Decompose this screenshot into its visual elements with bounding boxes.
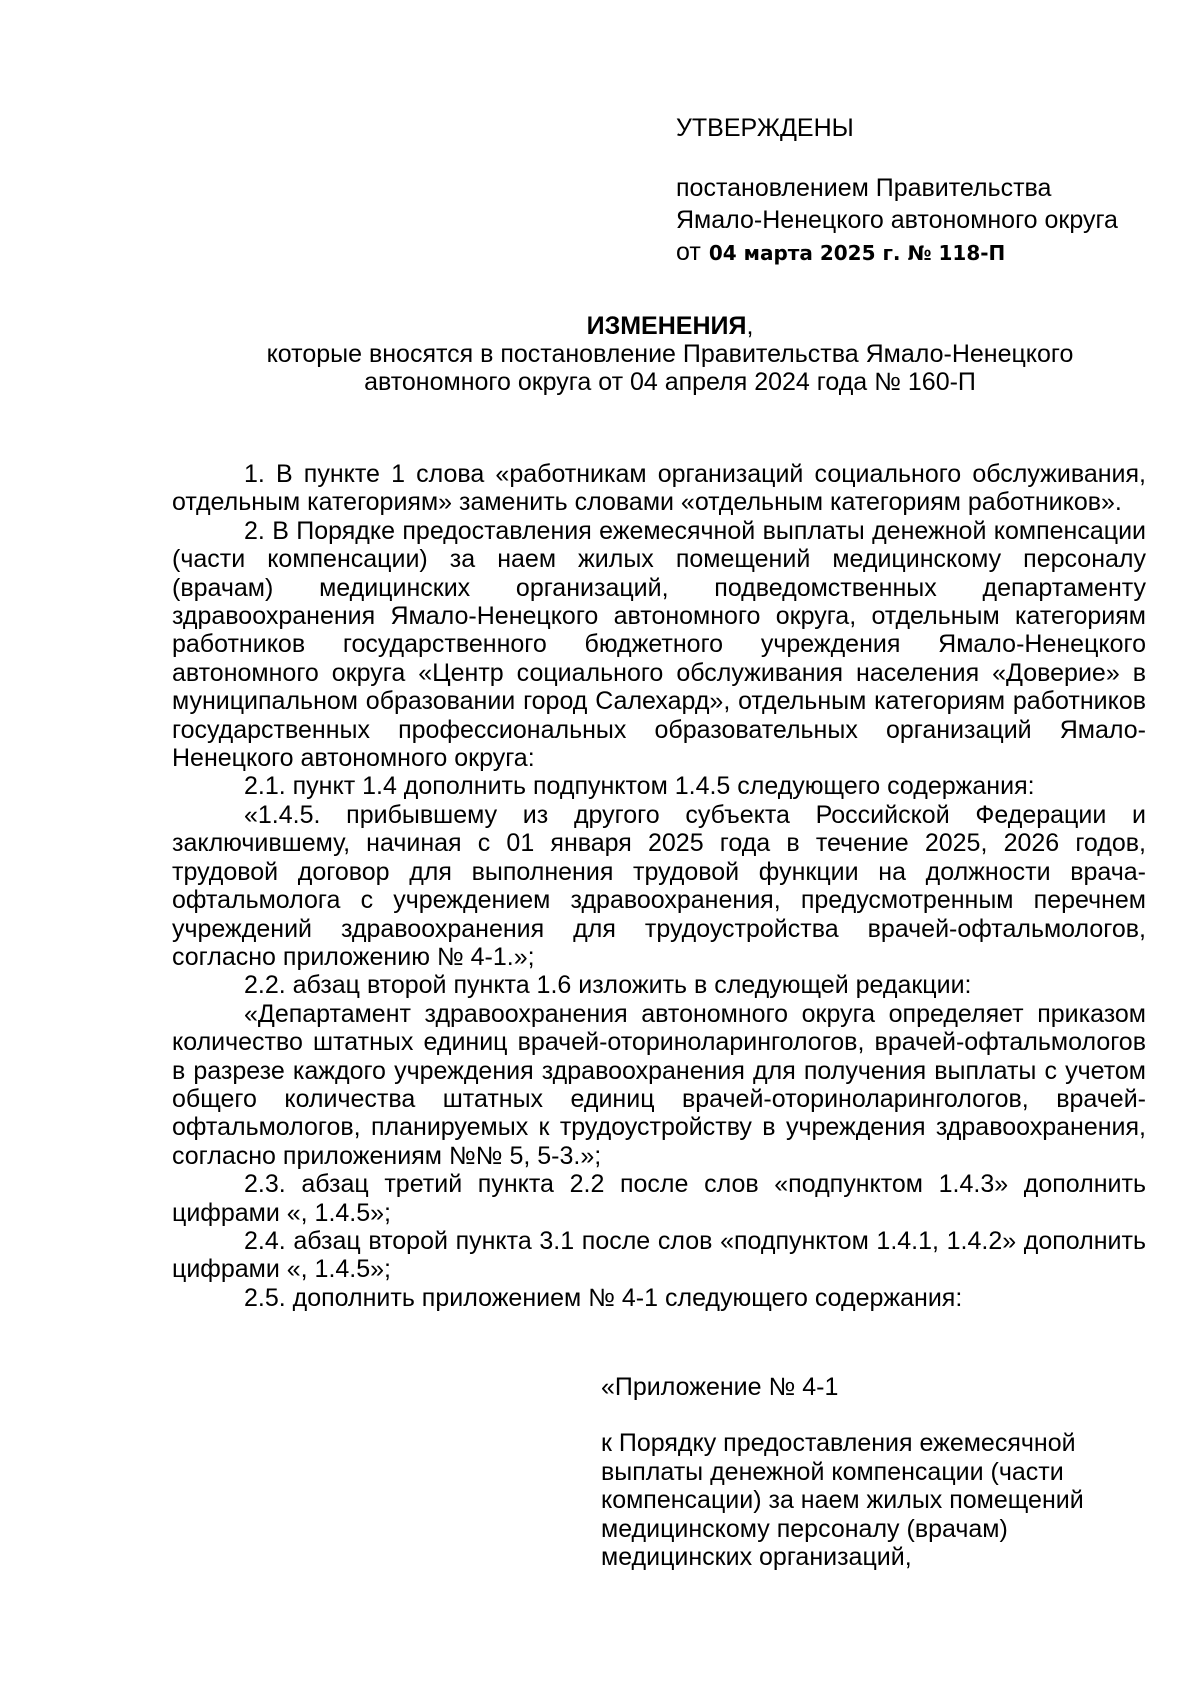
appendix-title: «Приложение № 4-1 <box>601 1373 839 1401</box>
approval-date-line <box>676 236 1176 269</box>
document-title-suffix: , <box>746 312 754 340</box>
paragraph-2-3: 2.3. абзац третий пункта 2.2 после слов «подпунктом 1.4.3» дополнить цифрами «, 1.4.5»; <box>172 1170 1146 1227</box>
approval-heading: УТВЕРЖДЕНЫ <box>676 114 854 142</box>
approval-date-number: 04 марта 2025 г. № 118-П <box>708 241 1006 265</box>
paragraph-department: «Департамент здравоохранения автономного округа определяет приказом количество штатных единиц врачей-оториноларингологов, врачей-офтальмологов в разрезе каждого учреждения здравоохранения для получения выплаты с учетом общего количества штатных единиц врачей-оториноларингологов, врачей-офтальмологов, планируемых к трудоустройству в учреждения здравоохранения, согласно приложениям №№ 5, 5-3.»; <box>172 999 1146 1170</box>
paragraph-2-1: 2.1. пункт 1.4 дополнить подпунктом 1.4.5 следующего содержания: <box>244 772 1035 801</box>
paragraph-1-4-5: «1.4.5. прибывшему из другого субъекта Российской Федерации и заключившему, начиная с 01 января 2025 года в течение 2025, 2026 годов, трудовой договор для выполнения трудовой функции на должности врача-офтальмолога с учреждением здравоохранения, предусмотренным перечнем учреждений здравоохранения для трудоустройства врачей-офтальмологов, согласно приложению № 4-1.»; <box>172 800 1146 971</box>
appendix-block <box>601 1373 1161 1571</box>
document-title: ИЗМЕНЕНИЯ <box>586 312 747 340</box>
document-body <box>172 460 1146 1312</box>
document-subtitle-line-1: которые вносятся в постановление Правительства Ямало-Ненецкого <box>266 340 1074 368</box>
paragraph-2-5: 2.5. дополнить приложением № 4-1 следующего содержания: <box>244 1283 963 1312</box>
document-title-block <box>140 312 1200 396</box>
approval-block <box>676 112 1176 269</box>
paragraph-2-2: 2.2. абзац второй пункта 1.6 изложить в следующей редакции: <box>244 971 972 1000</box>
approval-line-1: постановлением Правительства <box>676 174 1052 202</box>
approval-line-2: Ямало-Ненецкого автономного округа <box>676 206 1118 234</box>
document-title-line <box>140 312 1200 340</box>
document-subtitle-line-2: автономного округа от 04 апреля 2024 года № 160-П <box>364 368 976 396</box>
paragraph-2: 2. В Порядке предоставления ежемесячной выплаты денежной компенсации (части компенсации) за наем жилых помещений медицинскому персоналу (врачам) медицинских организаций, подведомственных департаменту здравоохранения Ямало-Ненецкого автономного округа, отдельным категориям работников государственного бюджетного учреждения Ямало-Ненецкого автономного округа «Центр социального обслуживания населения «Доверие» в муниципальном образовании город Салехард», отдельным категориям работников государственных профессиональных образовательных организаций Ямало-Ненецкого автономного округа: <box>172 516 1146 773</box>
appendix-description: к Порядку предоставления ежемесячной выплаты денежной компенсации (части компенсации) за наем жилых помещений медицинскому персоналу (врачам) медицинских организаций, <box>601 1429 1084 1572</box>
paragraph-1: 1. В пункте 1 слова «работникам организаций социального обслуживания, отдельным категориям» заменить словами «отдельным категориям работников». <box>172 460 1146 517</box>
paragraph-2-4: 2.4. абзац второй пункта 3.1 после слов «подпунктом 1.4.1, 1.4.2» дополнить цифрами «, 1.4.5»; <box>172 1226 1146 1284</box>
approval-date-prefix: от <box>676 238 701 266</box>
